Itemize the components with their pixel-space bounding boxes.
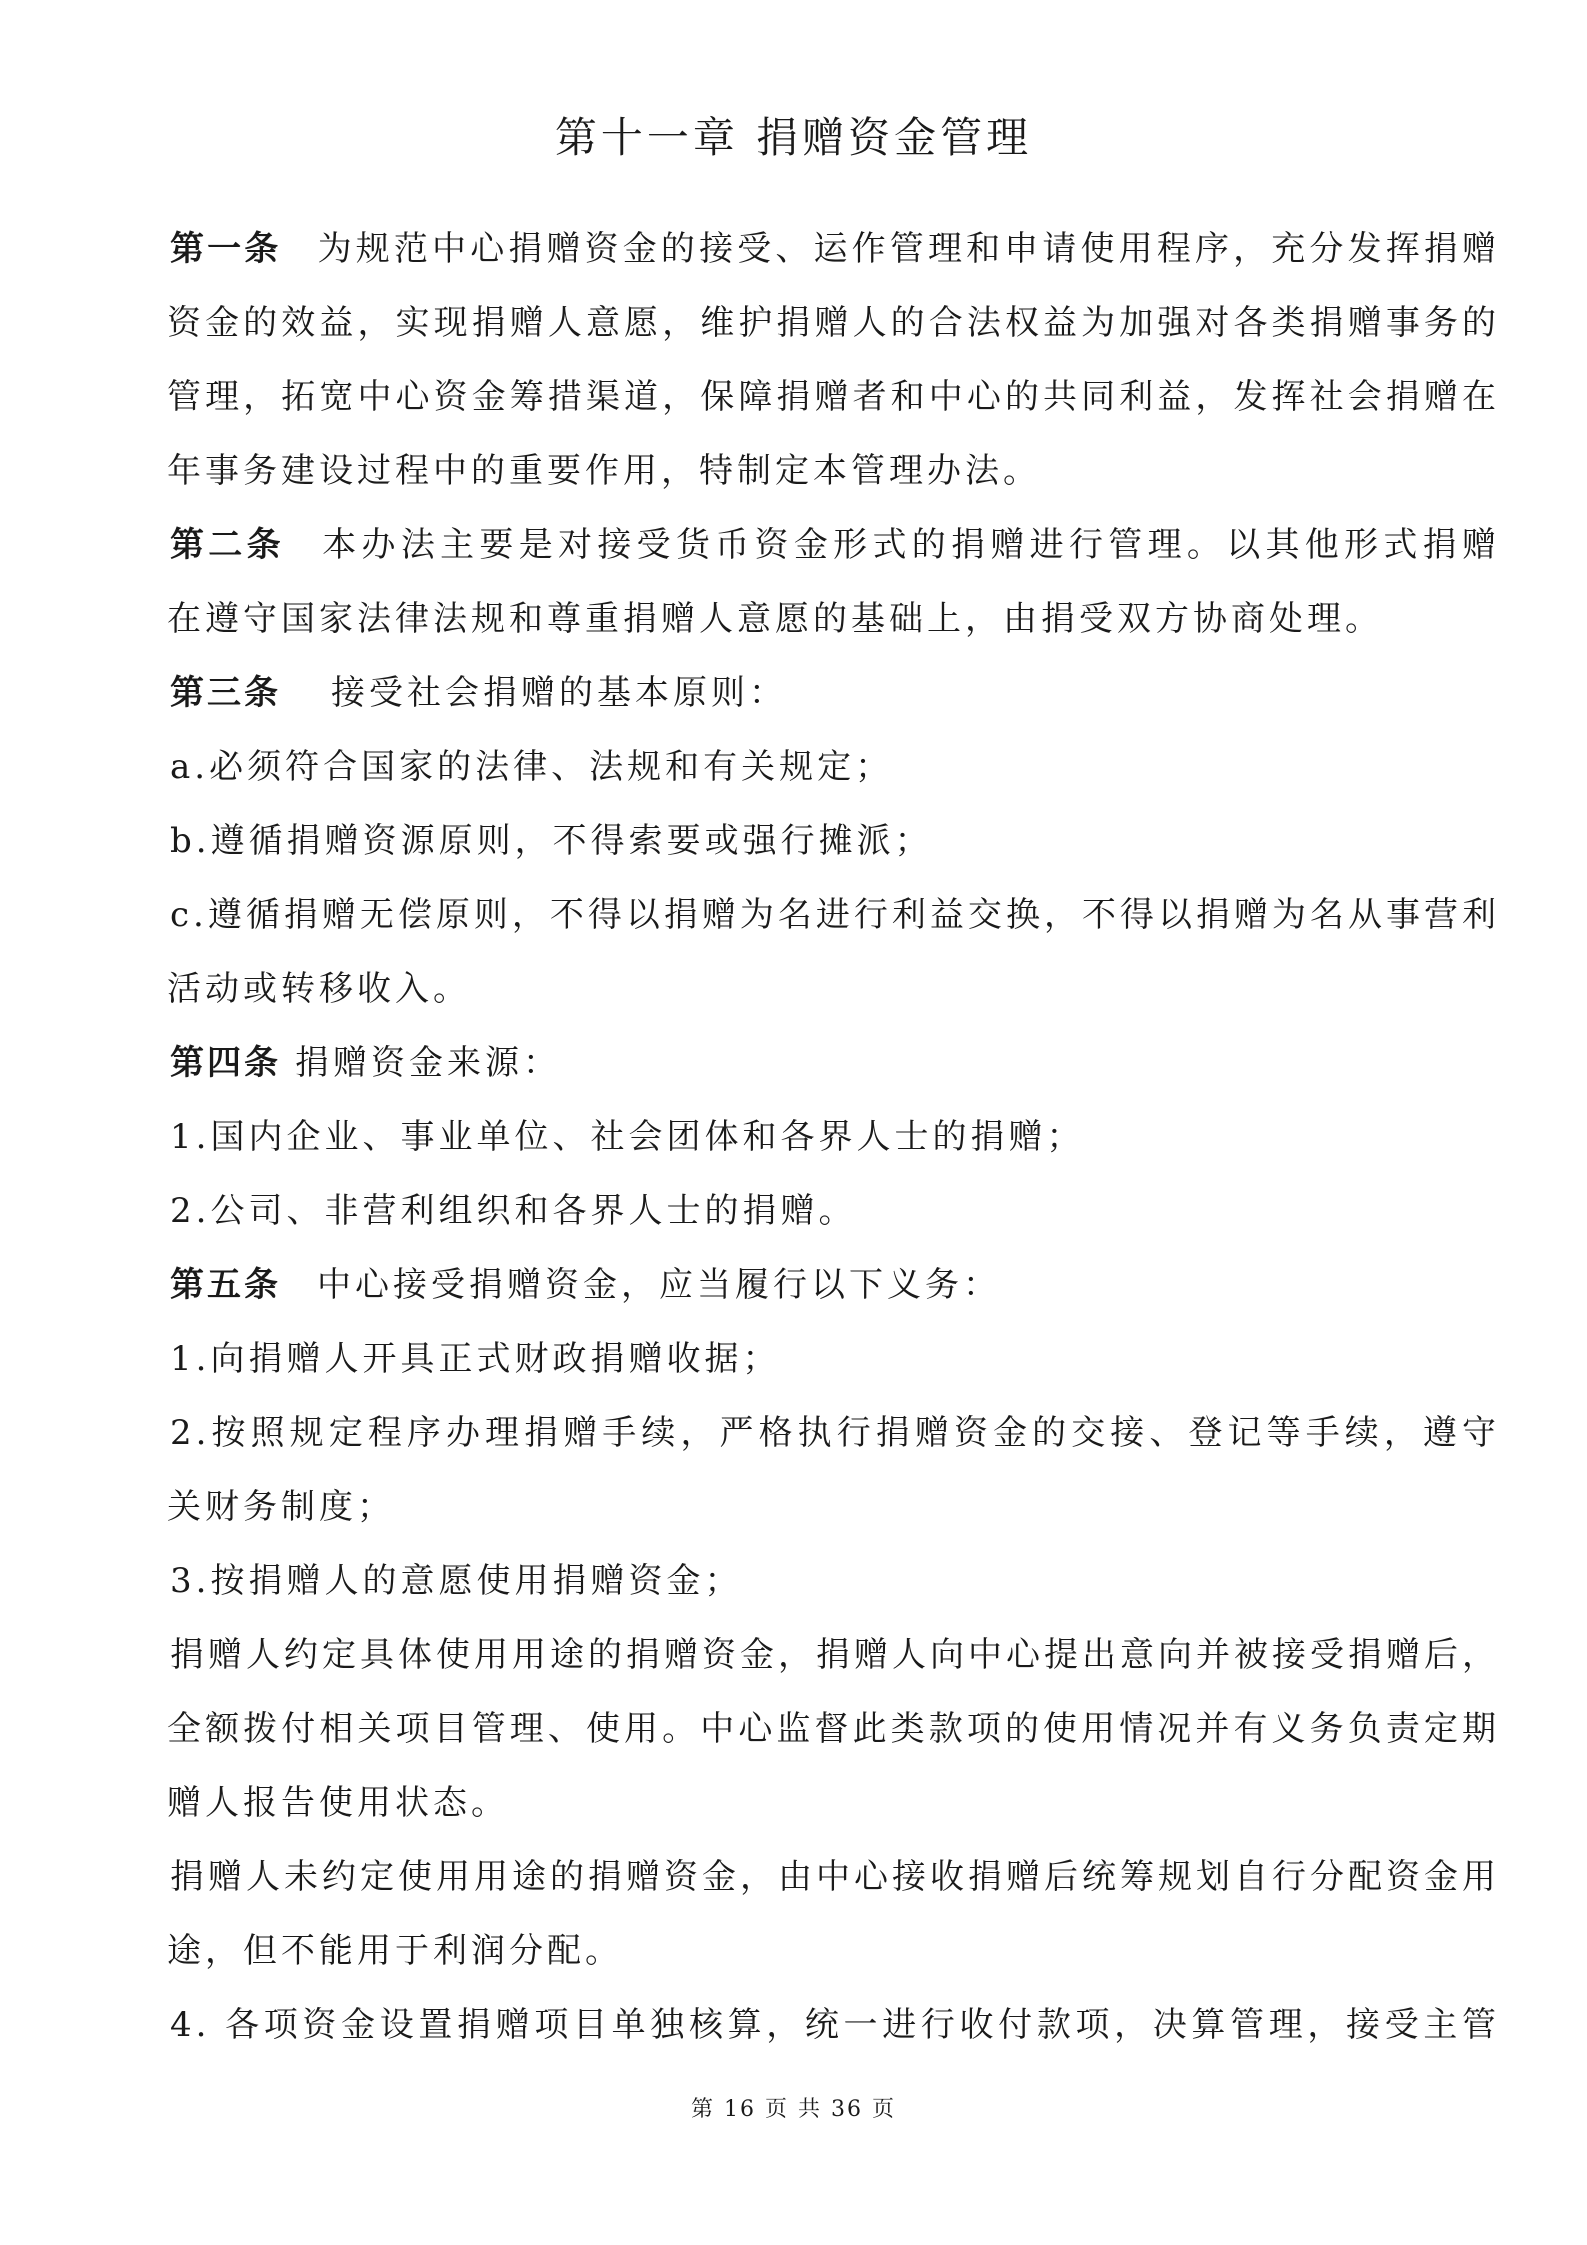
article-3-item-c-continued: 活动或转移收入。 xyxy=(167,969,471,1009)
article-3-intro-text: 接受社会捐赠的基本原则： xyxy=(331,673,787,713)
article-4-intro-text: 捐赠资金来源： xyxy=(295,1043,561,1083)
article-5-item-4 xyxy=(170,1988,1500,2062)
article-5-intro xyxy=(170,1248,1500,1322)
article-5-para-a-line-1: 捐赠人约定具体使用用途的捐赠资金，捐赠人向中心提出意向并被接受捐赠后， xyxy=(170,1635,1500,1675)
article-3-item-b: b.遵循捐赠资源原则，不得索要或强行摊派； xyxy=(170,821,933,861)
chapter-title: 第十一章 捐赠资金管理 xyxy=(554,113,1033,162)
article-3-item-c: c.遵循捐赠无偿原则，不得以捐赠为名进行利益交换，不得以捐赠为名从事营利 xyxy=(170,895,1500,935)
article-3-intro xyxy=(170,656,1500,730)
article-2-line-2: 在遵守国家法律法规和尊重捐赠人意愿的基础上，由捐受双方协商处理。 xyxy=(167,599,1383,639)
article-5-intro-text: 中心接受捐赠资金，应当履行以下义务： xyxy=(317,1265,1001,1305)
article-5-label: 第五条 xyxy=(170,1265,281,1305)
article-4-item-1: 1.国内企业、事业单位、社会团体和各界人士的捐赠； xyxy=(170,1117,1085,1157)
article-5-item-2-line-1: 2.按照规定程序办理捐赠手续，严格执行捐赠资金的交接、登记等手续，遵守 xyxy=(170,1413,1500,1453)
article-4-intro xyxy=(170,1026,1500,1100)
page-footer: 第 16 页 共 36 页 xyxy=(691,2097,896,2122)
document-body xyxy=(167,212,1500,2062)
article-4-item-2: 2.公司、非营利组织和各界人士的捐赠。 xyxy=(170,1191,857,1231)
article-1-line-4: 年事务建设过程中的重要作用，特制定本管理办法。 xyxy=(167,451,1041,491)
article-5-item-4-text: 各项资金设置捐赠项目单独核算，统一进行收付款项，决算管理，接受主管 xyxy=(224,2005,1500,2045)
article-5-para-b-line-1: 捐赠人未约定使用用途的捐赠资金，由中心接收捐赠后统筹规划自行分配资金用 xyxy=(170,1857,1500,1897)
article-1-line-2: 资金的效益，实现捐赠人意愿，维护捐赠人的合法权益为加强对各类捐赠事务的 xyxy=(167,303,1500,343)
article-1-text: 为规范中心捐赠资金的接受、运作管理和申请使用程序，充分发挥捐赠 xyxy=(317,229,1500,269)
article-3-item-a: a.必须符合国家的法律、法规和有关规定； xyxy=(170,747,894,787)
article-4-label: 第四条 xyxy=(170,1043,281,1083)
article-5-item-1: 1.向捐赠人开具正式财政捐赠收据； xyxy=(170,1339,781,1379)
article-5-para-a-line-3: 赠人报告使用状态。 xyxy=(167,1783,509,1823)
article-5-para-b-line-2: 途，但不能用于利润分配。 xyxy=(167,1931,623,1971)
article-5-para-a-line-2: 全额拨付相关项目管理、使用。中心监督此类款项的使用情况并有义务负责定期 xyxy=(167,1709,1500,1749)
article-2-line-1 xyxy=(170,508,1500,582)
article-3-label: 第三条 xyxy=(170,673,281,713)
article-5-item-3: 3.按捐赠人的意愿使用捐赠资金； xyxy=(170,1561,743,1601)
article-1-line-3: 管理，拓宽中心资金筹措渠道，保障捐赠者和中心的共同利益，发挥社会捐赠在 xyxy=(167,377,1500,417)
article-1-line-1 xyxy=(170,212,1500,286)
article-5-item-2-line-2: 关财务制度； xyxy=(167,1487,395,1527)
article-5-item-4-number: 4. xyxy=(170,2005,211,2045)
article-2-label: 第二条 xyxy=(170,525,285,565)
article-1-label: 第一条 xyxy=(170,229,282,269)
article-2-text: 本办法主要是对接受货币资金形式的捐赠进行管理。以其他形式捐赠 xyxy=(320,525,1500,565)
